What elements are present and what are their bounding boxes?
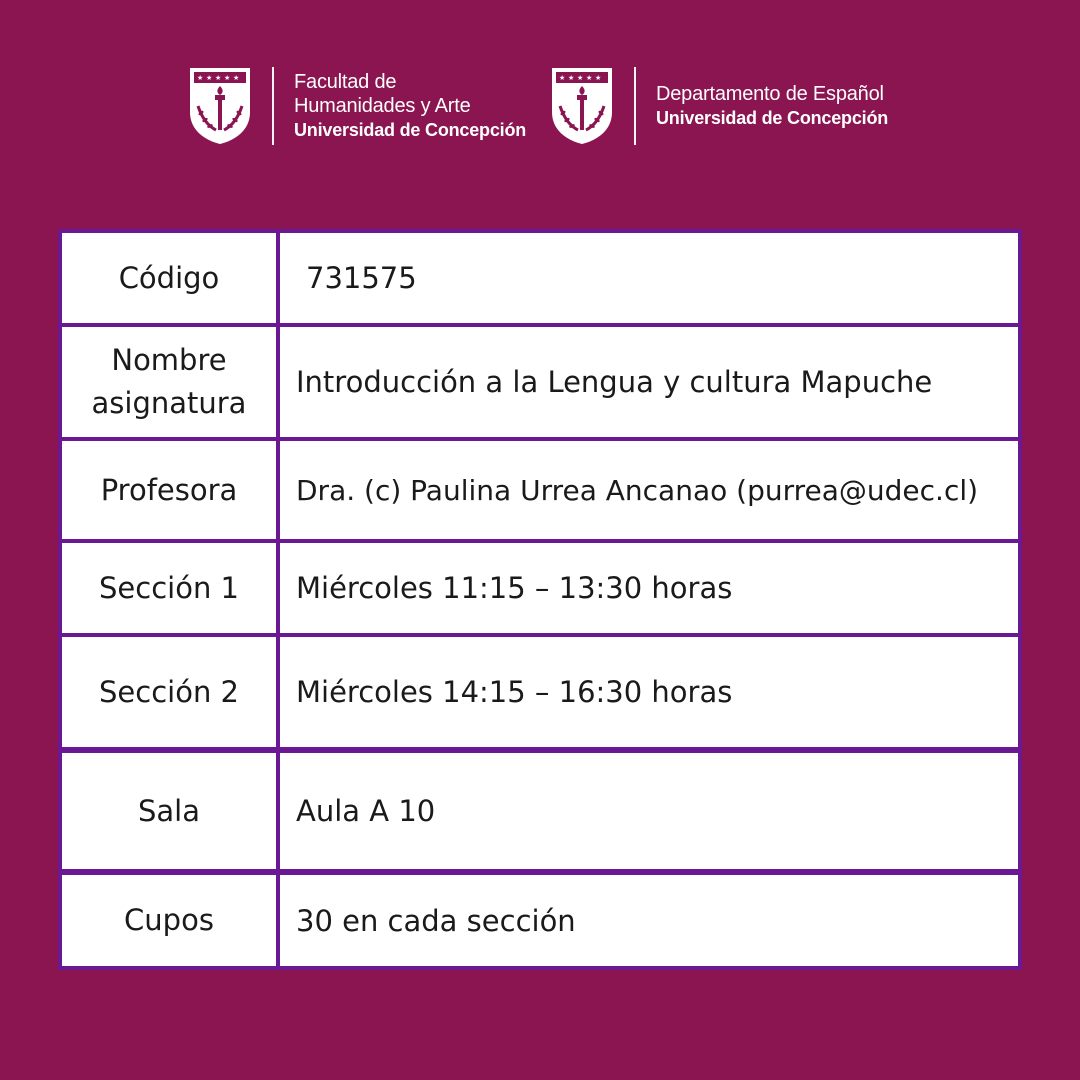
svg-text:★: ★ bbox=[224, 74, 231, 82]
faculty-line-1: Facultad de bbox=[294, 71, 397, 93]
university-shield-icon bbox=[550, 66, 614, 146]
row-label: Sala bbox=[62, 753, 276, 869]
svg-text:★: ★ bbox=[206, 74, 213, 82]
svg-text:★: ★ bbox=[577, 74, 584, 82]
logo-divider bbox=[634, 67, 636, 145]
faculty-line-2: Humanidades y Arte bbox=[294, 95, 471, 117]
table-row bbox=[62, 233, 1018, 323]
svg-text:★: ★ bbox=[233, 74, 240, 82]
course-info-table bbox=[58, 229, 1022, 970]
header bbox=[0, 64, 1080, 148]
svg-text:★: ★ bbox=[586, 74, 593, 82]
row-value: Aula A 10 bbox=[280, 753, 1018, 869]
table-row bbox=[62, 637, 1018, 747]
faculty-logo-group bbox=[188, 64, 526, 148]
table-row bbox=[62, 543, 1018, 633]
department-name bbox=[656, 82, 888, 130]
logo-divider bbox=[272, 67, 274, 145]
university-shield-icon bbox=[188, 66, 252, 146]
faculty-university: Universidad de Concepción bbox=[294, 120, 527, 140]
row-label: Nombre asignatura bbox=[62, 327, 276, 437]
row-value: Introducción a la Lengua y cultura Mapuche bbox=[280, 327, 1018, 437]
row-label: Profesora bbox=[62, 441, 276, 539]
table-row bbox=[62, 327, 1018, 437]
department-line-1: Departamento de Español bbox=[656, 83, 884, 105]
svg-text:★: ★ bbox=[197, 74, 204, 82]
row-value: Dra. (c) Paulina Urrea Ancanao (purrea@udec.cl) bbox=[280, 441, 1018, 539]
row-value: Miércoles 11:15 – 13:30 horas bbox=[280, 543, 1018, 633]
department-university: Universidad de Concepción bbox=[656, 108, 889, 128]
svg-text:★: ★ bbox=[215, 74, 222, 82]
department-logo-group bbox=[550, 64, 888, 148]
table-row bbox=[62, 441, 1018, 539]
table-row bbox=[62, 753, 1018, 869]
faculty-name bbox=[294, 70, 526, 142]
row-label: Código bbox=[62, 233, 276, 323]
row-value: Miércoles 14:15 – 16:30 horas bbox=[280, 637, 1018, 747]
svg-text:★: ★ bbox=[595, 74, 602, 82]
row-value: 731575 bbox=[280, 233, 1018, 323]
svg-text:★: ★ bbox=[568, 74, 575, 82]
svg-text:★: ★ bbox=[559, 74, 566, 82]
row-label: Sección 1 bbox=[62, 543, 276, 633]
row-value: 30 en cada sección bbox=[280, 875, 1018, 966]
table-row bbox=[62, 875, 1018, 966]
row-label: Sección 2 bbox=[62, 637, 276, 747]
row-label: Cupos bbox=[62, 875, 276, 966]
